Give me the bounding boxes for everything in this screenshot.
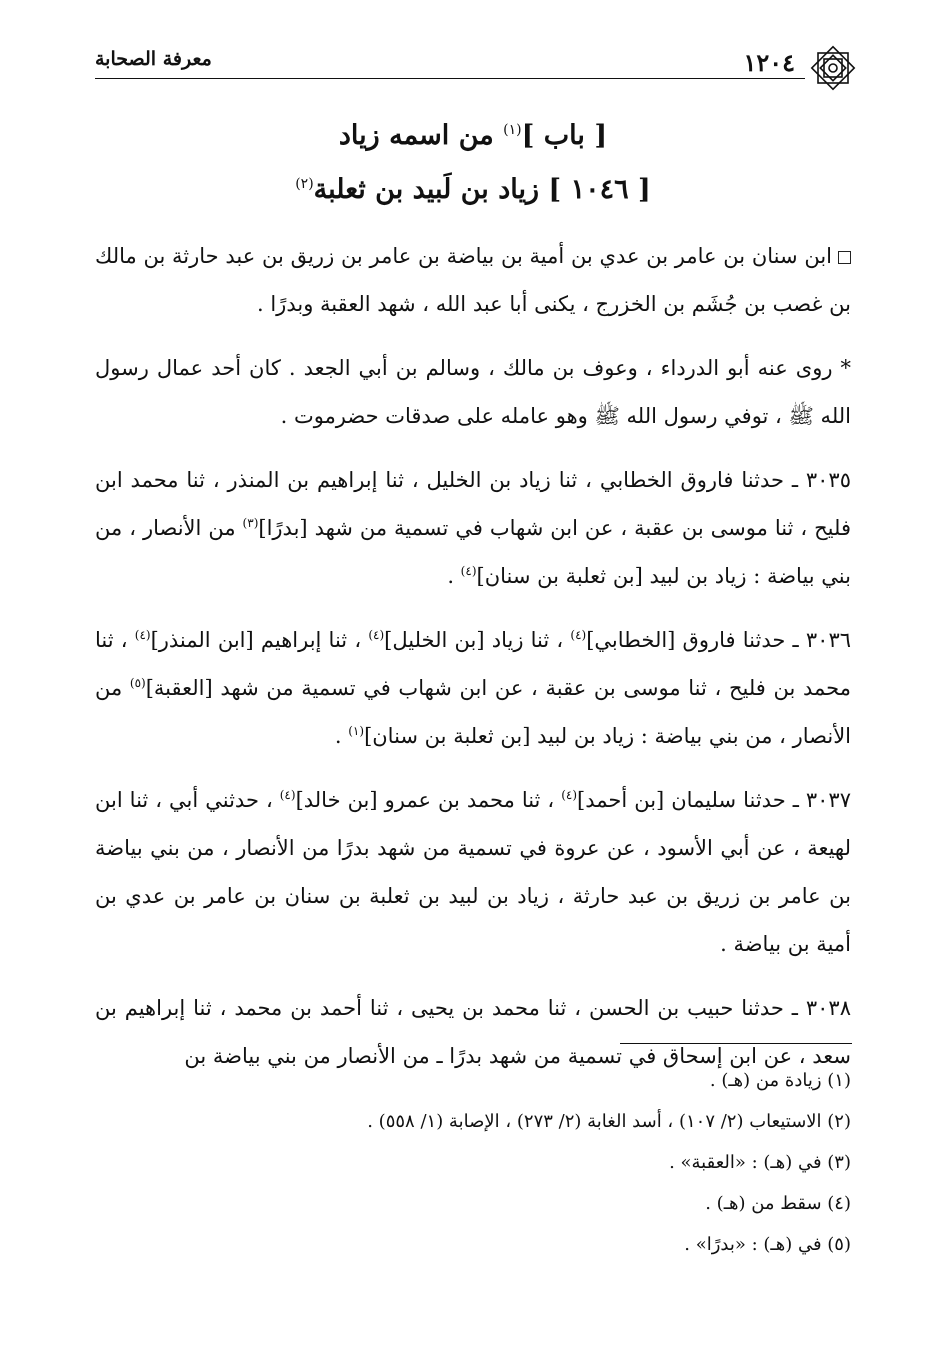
footnote-ref: (٤) xyxy=(570,628,587,642)
chapter-title-rest: من اسمه زياد xyxy=(338,120,504,151)
entry-heading xyxy=(95,174,851,205)
paragraph-text: من الأنصار ، من بني بياضة : زياد بن لبيد [بن ثعلبة بن سنان] xyxy=(95,516,851,588)
header-rule xyxy=(95,78,805,79)
paragraph-text: من الأنصار ، من بني بياضة : زياد بن لبيد [بن ثعلبة بن سنان] xyxy=(95,676,851,748)
paragraph-text: ، ثنا إبراهيم [ابن المنذر] xyxy=(150,628,369,652)
paragraph-text: ابن سنان بن عامر بن عدي بن أمية بن بياضة بن عامر بن زريق بن عبد حارثة بن مالك بن غصب بن جُشَم بن الخزرج ، يكنى أبا عبد الله ، شهد العقبة وبدرًا . xyxy=(95,244,851,316)
footnotes xyxy=(95,1060,851,1265)
paragraph-text: ، ثنا محمد بن فليح ، ثنا موسى بن عقبة ، عن ابن شهاب في تسمية من شهد [العقبة] xyxy=(95,628,851,700)
paragraph-text: ٣٠٣٥ ـ حدثنا فاروق الخطابي ، ثنا زياد بن الخليل ، ثنا إبراهيم بن المنذر ، ثنا محمد ابن فليح ، ثنا موسى بن عقبة ، عن ابن شهاب في تسمية من شهد [بدرًا] xyxy=(95,468,851,540)
footnote-ref: (١) xyxy=(503,122,522,138)
running-title: معرفة الصحابة xyxy=(95,48,212,70)
main-text xyxy=(95,232,851,1096)
octagram-ornament-icon xyxy=(807,42,859,94)
footnote-ref: (٤) xyxy=(368,628,385,642)
entry-title: [ ١٠٤٦ ] زياد بن لَبيد بن ثعلبة xyxy=(313,174,651,205)
chapter-heading xyxy=(95,120,851,151)
paragraph-text: ، ثنا زياد [بن الخليل] xyxy=(384,628,571,652)
paragraph-text: . xyxy=(447,564,461,588)
paragraph-hadith-3035 xyxy=(95,456,851,600)
footnote-ref: (٥) xyxy=(129,676,146,690)
footnote-1: (١) زيادة من (هـ) . xyxy=(709,1070,851,1091)
footnote-ref: (٤) xyxy=(134,628,151,642)
paragraph-hadith-3038: ٣٠٣٨ ـ حدثنا حبيب بن الحسن ، ثنا محمد بن يحيى ، ثنا أحمد بن محمد ، ثنا إبراهيم بن سعد ، عن ابن إسحاق في تسمية من شهد بدرًا ـ من الأنصار من بني بياضة بن xyxy=(95,996,851,1068)
footnote-ref: (٤) xyxy=(561,788,578,802)
footnote-ref: (٢) xyxy=(295,176,314,192)
footnote-ref: (٣) xyxy=(242,516,259,530)
footnote-rule xyxy=(620,1043,852,1044)
chapter-title: [ باب ] xyxy=(521,120,608,151)
paragraph-hadith-3036 xyxy=(95,616,851,760)
footnote-3: (٣) في (هـ) : «العقبة» . xyxy=(669,1152,851,1173)
paragraph-text: ، حدثني أبي ، ثنا ابن لهيعة ، عن أبي الأسود ، عن عروة في تسمية من شهد بدرًا من الأنصار ، من بني بياضة بن عامر بن زريق بن عبد حارثة ، زياد بن لبيد بن ثعلبة بن سنان بن عامر بن عدي بن أمية بن بياضة . xyxy=(95,788,851,956)
footnote-2: (٢) الاستيعاب (٢/ ١٠٧) ، أسد الغابة (٢/ ٢٧٣) ، الإصابة (١/ ٥٥٨) . xyxy=(367,1111,851,1132)
page-header xyxy=(95,38,851,84)
footnote-ref: (٤) xyxy=(460,564,477,578)
page-number: ١٢٠٤ xyxy=(743,48,795,77)
box-marker-icon xyxy=(838,251,851,264)
paragraph-narrators: * روى عنه أبو الدرداء ، وعوف بن مالك ، وسالم بن أبي الجعد . كان أحد عمال رسول الله ﷺ ، توفي رسول الله ﷺ وهو عامله على صدقات حضرموت . xyxy=(95,356,851,428)
paragraph-lineage xyxy=(95,232,851,328)
footnote-ref: (٤) xyxy=(279,788,296,802)
paragraph-hadith-3037 xyxy=(95,776,851,968)
footnote-ref: (١) xyxy=(348,724,365,738)
footnote-5: (٥) في (هـ) : «بدرًا» . xyxy=(684,1234,851,1255)
paragraph-text: ، ثنا محمد بن عمرو [بن خالد] xyxy=(295,788,562,812)
paragraph-text: . xyxy=(334,724,349,748)
paragraph-text: ٣٠٣٦ ـ حدثنا فاروق [الخطابي] xyxy=(586,628,852,652)
paragraph-text: ٣٠٣٧ ـ حدثنا سليمان [بن أحمد] xyxy=(577,788,851,812)
footnote-4: (٤) سقط من (هـ) . xyxy=(705,1193,851,1214)
